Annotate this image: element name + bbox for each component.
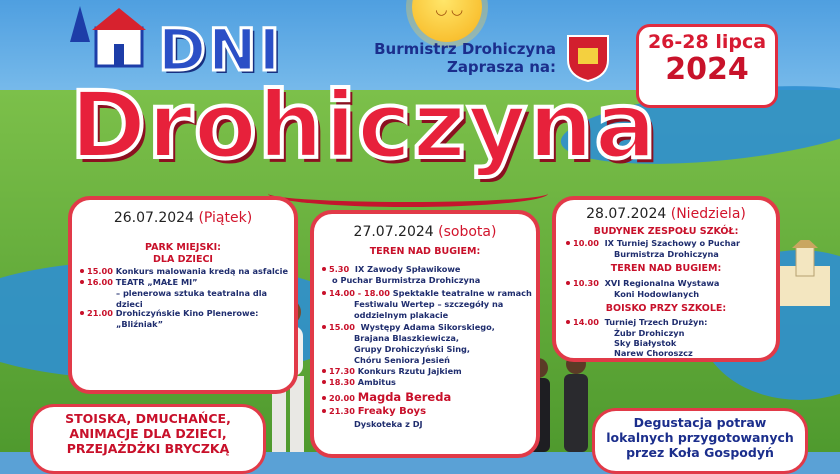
event-time: 17.30 — [329, 366, 355, 376]
town-title: Drohiczyna — [70, 72, 658, 179]
event-text: Konkurs malowania kredą na asfalcie — [115, 266, 289, 276]
tasting-line-2: lokalnych przygotowanych — [606, 430, 794, 445]
day2-event-2 — [322, 288, 532, 299]
day2-event-1 — [322, 264, 460, 275]
day3-event-3-team-3: Narew Choroszcz — [614, 348, 693, 358]
day2-event-2-detail: Festiwalu Wertep – szczegóły na — [354, 299, 504, 309]
church-illustration — [770, 240, 840, 310]
day3-event-2 — [566, 278, 719, 289]
day2-section-word-2: NAD BUGIEM: — [407, 246, 481, 257]
event-time: 5.30 — [329, 264, 350, 274]
day2-date: 27.07.2024 — [353, 224, 434, 240]
day1-event-2 — [80, 277, 198, 288]
event-text: Ambitus — [357, 377, 396, 387]
day1-section-title: PARK MIEJSKI: — [145, 242, 221, 253]
event-time: 14.00 - 18.00 — [329, 288, 390, 298]
tasting-line-3: przez Koła Gospodyń — [626, 445, 774, 460]
day1-event-3-detail: „Bliźniak” — [116, 319, 163, 329]
event-time: 15.00 — [329, 322, 355, 332]
dni-heading: DNI — [158, 16, 283, 84]
day2-event-3 — [322, 322, 495, 333]
day2-event-3-detail: Brajana Blaszkiewicza, — [354, 333, 459, 343]
attractions-line-2: ANIMACJE DLA DZIECI, — [69, 426, 227, 441]
day3-section-2: TEREN NAD BUGIEM: — [610, 263, 722, 274]
castle-tower-icon — [62, 2, 152, 72]
day3-section-1: BUDYNEK ZESPOŁU SZKÓŁ: — [593, 226, 739, 237]
tasting-line-1: Degustacja potraw — [633, 415, 767, 430]
mayor-line-2: Zaprasza na: — [446, 58, 556, 76]
event-time: 20.00 — [329, 393, 355, 403]
day1-event-1 — [80, 266, 288, 277]
day3-card — [552, 196, 780, 362]
event-text: IX Zawody Spławikowe — [354, 264, 461, 274]
event-text: Konkurs Rzutu Jajkiem — [357, 366, 462, 376]
day3-event-3-team-1: Żubr Drohiczyn — [614, 328, 685, 338]
day2-event-2-detail-2: oddzielnym plakacie — [354, 310, 449, 320]
mayor-line-1: Burmistrz Drohiczyna — [374, 40, 556, 58]
day2-event-3-detail-3: Chóru Seniora Jesień — [354, 355, 450, 365]
day1-heading — [72, 210, 294, 226]
day3-event-1-detail: Burmistrza Drohiczyna — [614, 249, 719, 259]
day2-event-3-detail-2: Grupy Drohiczyński Sing, — [354, 344, 470, 354]
day2-event-5 — [322, 377, 396, 388]
day2-event-8: Dyskoteka z DJ — [354, 419, 423, 429]
day2-card — [310, 210, 540, 458]
date-range: 26-28 lipca — [647, 31, 767, 53]
day3-event-1 — [566, 238, 740, 249]
day2-event-4 — [322, 366, 462, 377]
attractions-line-1: STOISKA, DMUCHAŃCE, — [65, 411, 231, 426]
event-time: 14.00 — [573, 317, 599, 327]
event-time: 10.30 — [573, 278, 599, 288]
day3-section-3: BOISKO PRZY SZKOLE: — [605, 303, 727, 314]
event-time: 21.30 — [329, 406, 355, 416]
day3-date: 28.07.2024 — [586, 206, 667, 222]
day1-event-3 — [80, 308, 258, 319]
day2-section-title — [314, 246, 536, 258]
event-text: TEATR „MAŁE MI” — [115, 277, 198, 287]
day3-weekday: (Niedziela) — [670, 206, 746, 222]
day3-event-2-detail: Koni Hodowlanych — [614, 289, 700, 299]
event-text: Występy Adama Sikorskiego, — [360, 322, 495, 332]
day2-event-6 — [322, 390, 451, 404]
event-text: XVI Regionalna Wystawa — [604, 278, 720, 288]
event-text: Spektakle teatralne w ramach — [392, 288, 532, 298]
attractions-banner — [30, 404, 266, 474]
day2-heading — [314, 224, 536, 240]
day3-event-3-team-2: Sky Białystok — [614, 338, 677, 348]
day1-weekday: (Piątek) — [198, 210, 253, 226]
event-text: Turniej Trzech Drużyn: — [604, 317, 708, 327]
tasting-banner — [592, 408, 808, 474]
event-time: 10.00 — [573, 238, 599, 248]
event-text: Freaky Boys — [357, 406, 427, 417]
day1-date: 26.07.2024 — [113, 210, 194, 226]
day2-event-7 — [322, 406, 426, 417]
event-text: Magda Bereda — [357, 390, 452, 404]
year: 2024 — [665, 52, 749, 87]
title-swoosh — [268, 180, 548, 207]
attractions-line-3: PRZEJAŻDŻKI BRYCZKĄ — [66, 441, 230, 456]
day1-event-2-detail: – plenerowa sztuka teatralna dla dzieci — [116, 288, 268, 309]
event-time: 21.00 — [87, 308, 113, 318]
mayor-invitation — [334, 40, 556, 76]
day2-event-1-detail: o Puchar Burmistrza Drohiczyna — [332, 275, 481, 285]
day1-card — [68, 196, 298, 394]
event-time: 15.00 — [87, 266, 113, 276]
day2-section-word-1: TEREN — [369, 246, 405, 257]
day3-event-3 — [566, 317, 707, 328]
event-time: 18.30 — [329, 377, 355, 387]
event-text: Drohiczyńskie Kino Plenerowe: — [115, 308, 259, 318]
event-text: IX Turniej Szachowy o Puchar — [604, 238, 741, 248]
sun-illustration: ◡ ◡ — [412, 0, 482, 42]
day1-section-subtitle: DLA DZIECI — [153, 254, 213, 265]
day2-weekday: (sobota) — [438, 224, 497, 240]
day3-heading — [556, 206, 776, 222]
event-time: 16.00 — [87, 277, 113, 287]
